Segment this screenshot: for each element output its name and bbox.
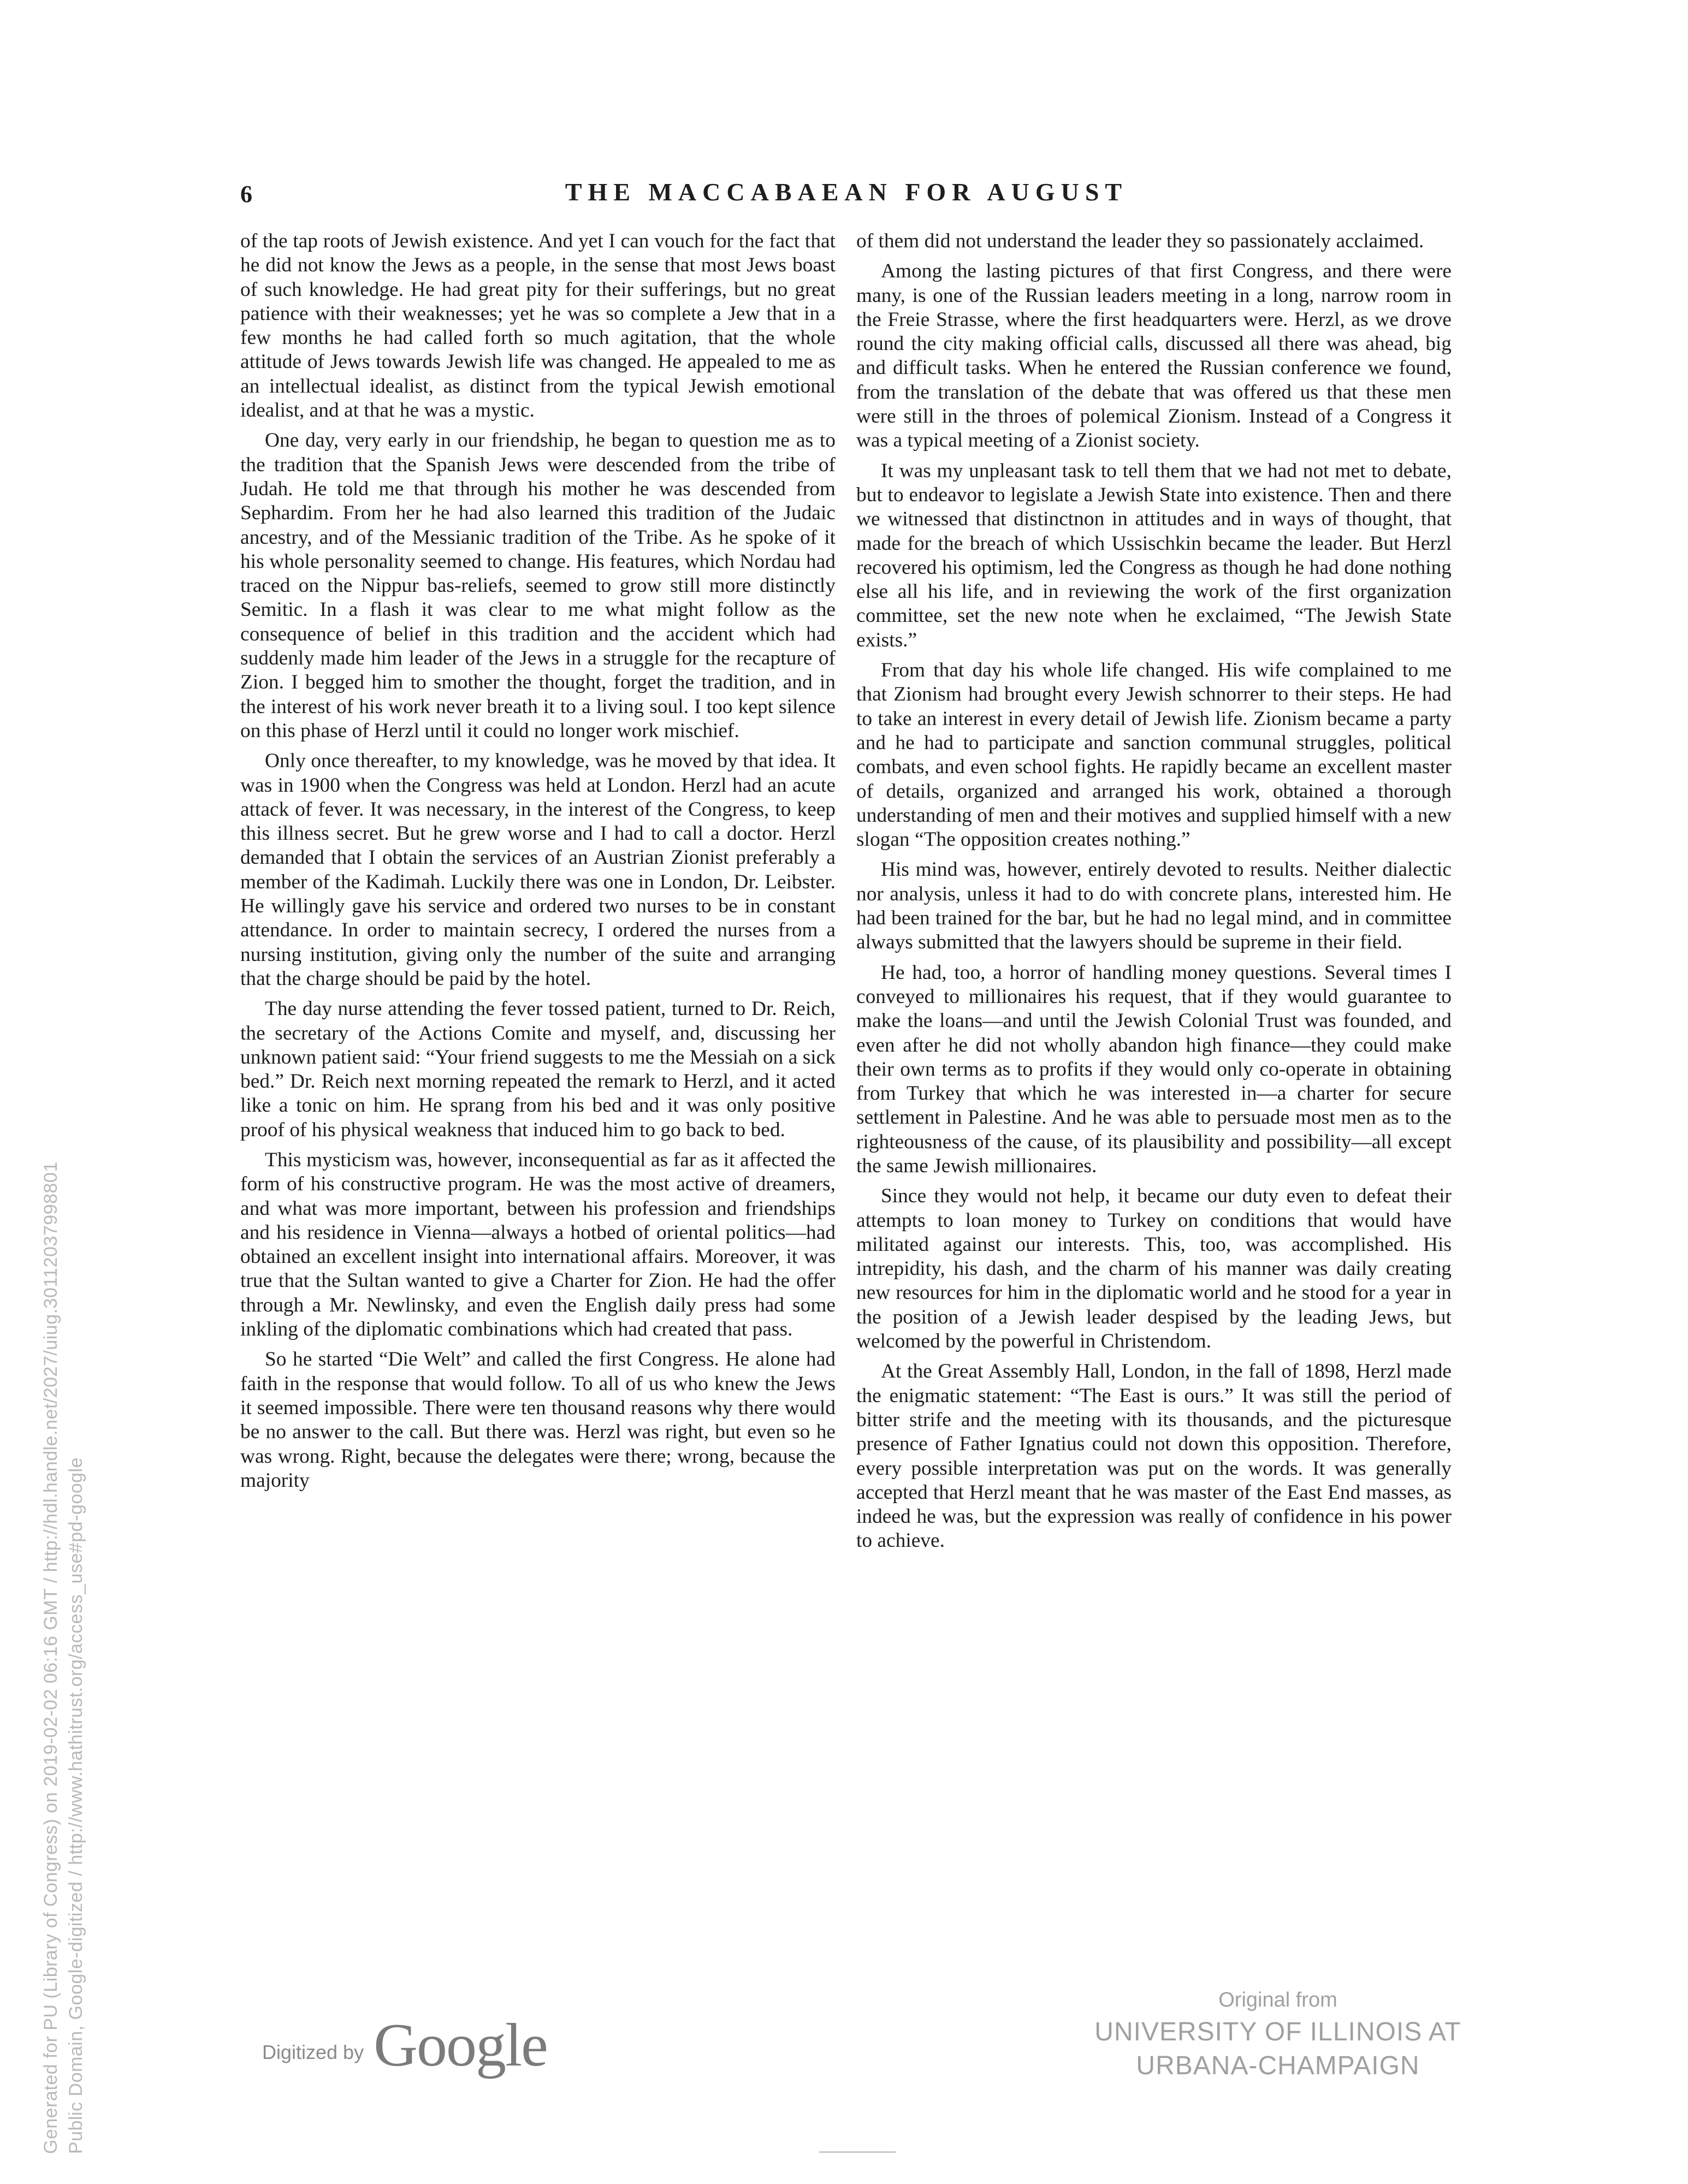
- institution-line: UNIVERSITY OF ILLINOIS AT: [1094, 2017, 1461, 2046]
- page-edge-mark: [819, 2151, 896, 2153]
- google-logo: Google: [374, 2011, 547, 2079]
- right-column: [856, 229, 1452, 1559]
- left-column: [240, 229, 836, 1499]
- original-from-block: [1038, 1985, 1518, 2083]
- digitized-by-label: Digitized by: [262, 2041, 364, 2063]
- hathitrust-stamp: [38, 789, 93, 2154]
- page-number: 6: [240, 181, 253, 207]
- paragraph: of the tap roots of Jewish existence. And yet I can vouch for the fact that he did not know the Jews as a people, in the sense that most Jews boast of such knowledge. He had great pity for their sufferings, but no great patience with their weaknesses; yet he was so complete a Jew that in a few months he had called forth so much agitation, that the whole attitude of Jews towards Jewish life was changed. He appealed to me as an intellectual idealist, as distinct from the typical Jewish emotional idealist, and at that he was a mystic.: [240, 230, 836, 422]
- paragraph: Since they would not help, it became our duty even to defeat their attempts to loan money to Turkey on conditions that would have militated against our interests. This, too, was accomplished. His intrepidity, his dash, and the charm of his manner was daily creating new resources for him in the diplomatic world and he stood for a year in the position of a Jewish leader despised by the leading Jews, but welcomed by the powerful in Christendom.: [856, 1185, 1452, 1353]
- paragraph: The day nurse attending the fever tossed patient, turned to Dr. Reich, the secretary of the Actions Comite and myself, and, discussing her unknown patient said: “Your friend suggests to me the Messiah on a sick bed.” Dr. Reich next morning repeated the remark to Herzl, and it acted like a tonic on him. He sprang from his bed and it was only positive proof of his physical weakness that induced him to go back to bed.: [240, 998, 836, 1141]
- digitized-by-google: [262, 2011, 547, 2079]
- running-head: THE MACCABAEAN FOR AUGUST: [565, 178, 1128, 206]
- paragraph: From that day his whole life changed. His wife complained to me that Zionism had brought every Jewish schnorrer to their steps. He had to take an interest in every detail of Jewish life. Zionism became a party and he had to participate and sanction communal struggles, political combats, and even school fights. He rapidly became an excellent master of details, organized and arranged his work, obtained a thorough understanding of men and their motives and supplied himself with a new slogan “The opposition creates nothing.”: [856, 659, 1452, 851]
- paragraph: So he started “Die Welt” and called the first Congress. He alone had faith in the response that would follow. To all of us who knew the Jews it seemed impossible. There were ten thousand reasons why there would be no answer to the call. But there was. Herzl was right, but even so he was wrong. Right, because the delegates were there; wrong, because the majority: [240, 1348, 836, 1492]
- stamp-line: Generated for PU (Library of Congress) on 2019-02-02 06:16 GMT / http://hdl.handle.net/2027/uiug.30112037998801: [40, 1161, 61, 2154]
- paragraph: He had, too, a horror of handling money questions. Several times I conveyed to millionaires his request, that if they would guarantee to make the loans—and until the Jewish Colonial Trust was founded, and even after he did not wholly abandon high finance—they could make their own terms as to profits if they would only co-operate in obtaining from Turkey that which he was interested in—a charter for secure settlement in Palestine. And he was able to persuade most men as to the righteousness of the cause, of its plausibility and possibility—all except the same Jewish millionaires.: [856, 961, 1452, 1177]
- paragraph: One day, very early in our friendship, he began to question me as to the tradition that the Spanish Jews were descended from the tribe of Judah. He told me that through his mother he was descended from Sephardim. From her he had also learned this tradition of the Judaic ancestry, and of the Messianic tradition of the Tribe. As he spoke of it his whole personality seemed to change. His features, which Nordau had traced on the Nippur bas-reliefs, seemed to grow still more distinctly Semitic. In a flash it was clear to me what might follow as the consequence of belief in this tradition and the accident which had suddenly made him leader of the Jews in a struggle for the recapture of Zion. I begged him to smother the thought, forget the tradition, and in the interest of his work never breath it to a living soul. I too kept silence on this phase of Herzl until it could no longer work mischief.: [240, 429, 836, 742]
- paragraph: of them did not understand the leader they so passionately acclaimed.: [856, 230, 1424, 252]
- paragraph: It was my unpleasant task to tell them that we had not met to debate, but to endeavor to legislate a Jewish State into existence. Then and there we witnessed that distinctnon in attitudes and in ways of thought, that made for the breach of which Ussischkin became the leader. But Herzl recovered his optimism, led the Congress as though he had done nothing else all his life, and in reviewing the work of the first organization committee, set the new note when he exclaimed, “The Jewish State exists.”: [856, 459, 1452, 651]
- paragraph: His mind was, however, entirely devoted to results. Neither dialectic nor analysis, unless it had to do with concrete plans, interested him. He had been trained for the bar, but he had no legal mind, and in committee always submitted that the lawyers should be supreme in their field.: [856, 858, 1452, 954]
- paragraph: At the Great Assembly Hall, London, in the fall of 1898, Herzl made the enigmatic statement: “The East is ours.” It was still the period of bitter strife and the meeting with its thousands, and the picturesque presence of Father Ignatius could not down this opposition. Therefore, every possible interpretation was put on the words. It was generally accepted that Herzl meant that he was master of the East End masses, as indeed he was, but the expression was really of confidence in his power to achieve.: [856, 1360, 1452, 1552]
- paragraph: Among the lasting pictures of that first Congress, and there were many, is one of the Russian leaders meeting in a long, narrow room in the Freie Strasse, where the first headquarters were. Herzl, as we drove round the city making official calls, discussed all there was ahead, big and difficult tasks. When he entered the Russian conference we found, from the translation of the debate that was offered us that these men were still in the throes of polemical Zionism. Instead of a Congress it was a typical meeting of a Zionist society.: [856, 260, 1452, 452]
- original-from-label: Original from: [1218, 1989, 1337, 2011]
- institution-line: URBANA-CHAMPAIGN: [1136, 2051, 1420, 2080]
- stamp-line: Public Domain, Google-digitized / http://www.hathitrust.org/access_use#pd-google: [66, 1457, 86, 2154]
- paragraph: This mysticism was, however, inconsequential as far as it affected the form of his constructive program. He was the most active of dreamers, and what was more important, between his profession and friendships and his residence in Vienna—always a hotbed of oriental politics—had obtained an excellent insight into international affairs. Moreover, it was true that the Sultan wanted to give a Charter for Zion. He had the offer through a Mr. Newlinsky, and even the English daily press had some inkling of the diplomatic combinations which had created that pass.: [240, 1148, 836, 1341]
- paragraph: Only once thereafter, to my knowledge, was he moved by that idea. It was in 1900 when the Congress was held at London. Herzl had an acute attack of fever. It was necessary, in the interest of the Congress, to keep this illness secret. But he grew worse and I had to call a doctor. Herzl demanded that I obtain the services of an Austrian Zionist preferably a member of the Kadimah. Luckily there was one in London, Dr. Leibster. He willingly gave his service and ordered two nurses to be in constant attendance. In order to maintain secrecy, I ordered the nurses from a nursing institution, giving only the number of the suite and arranging that the charge should be paid by the hotel.: [240, 750, 836, 990]
